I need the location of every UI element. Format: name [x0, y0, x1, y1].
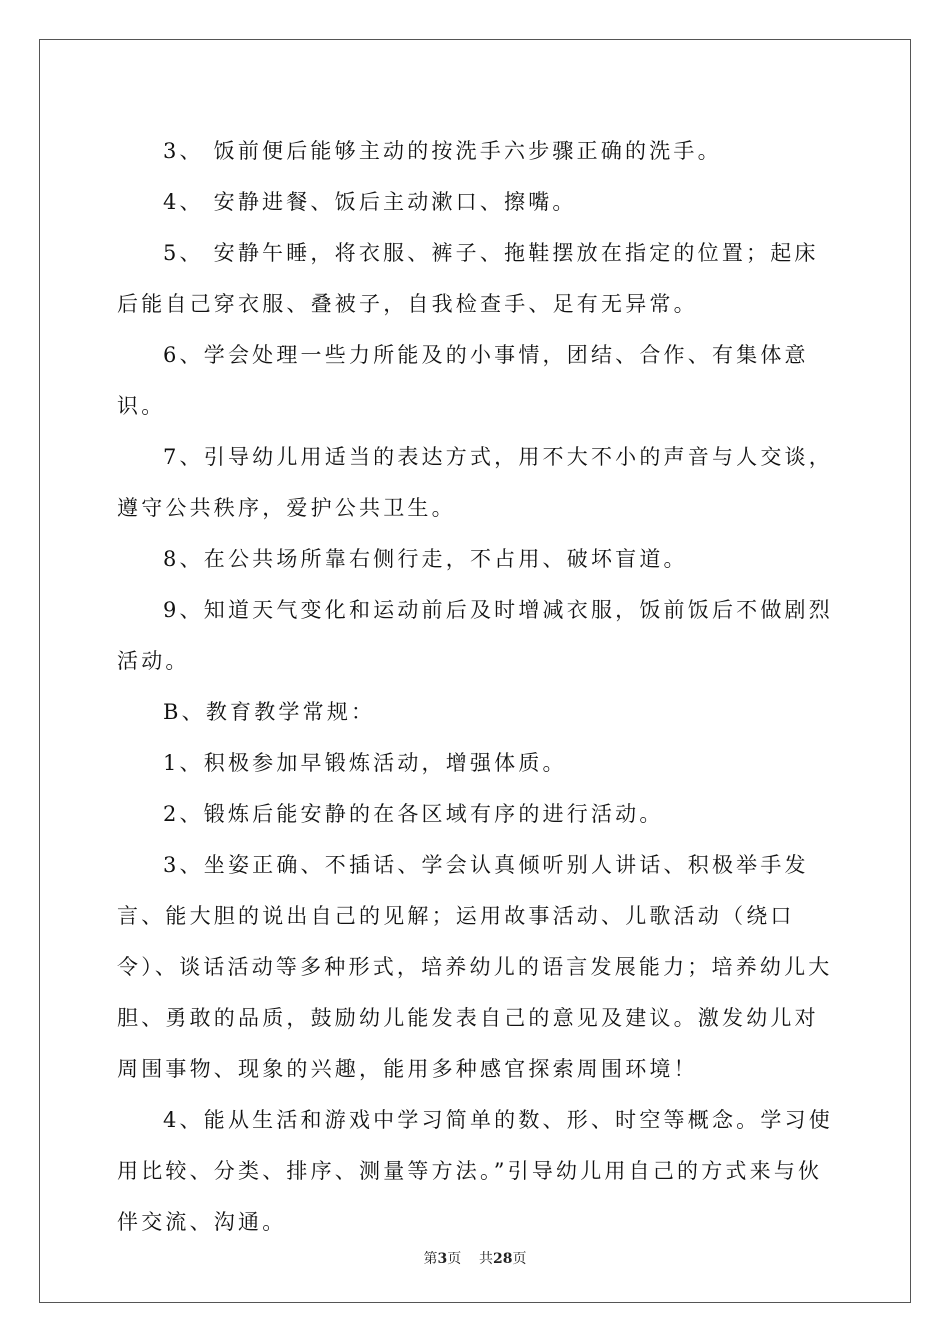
- total-pages: 28: [493, 1251, 513, 1267]
- paragraph-5-napping: 5、 安静午睡，将衣服、裤子、拖鞋摆放在指定的位置；起床后能自己穿衣服、叠被子，自我检查手、足有无异常。: [117, 241, 819, 316]
- paragraph-9-weather: 9、知道天气变化和运动前后及时增减衣服，饭前饭后不做剧烈活动。: [117, 598, 833, 673]
- paragraph-6-small-tasks: 6、学会处理一些力所能及的小事情，团结、合作、有集体意识。: [117, 343, 809, 418]
- total-suffix: 页: [512, 1251, 527, 1267]
- paragraph-4-eating: 4、 安静进餐、饭后主动漱口、擦嘴。: [163, 190, 577, 214]
- page-number: 3: [437, 1251, 448, 1267]
- document-body: [117, 126, 837, 1248]
- page-footer: [0, 1248, 950, 1268]
- paragraph-8-public-places: 8、在公共场所靠右侧行走，不占用、破坏盲道。: [163, 547, 688, 571]
- section-heading-b: B、教育教学常规：: [163, 700, 376, 724]
- paragraph-3-handwashing: 3、 饭前便后能够主动的按洗手六步骤正确的洗手。: [163, 139, 722, 163]
- total-prefix: 共: [479, 1251, 494, 1267]
- paragraph-b2-activities: 2、锻炼后能安静的在各区域有序的进行活动。: [163, 802, 664, 826]
- paragraph-b3-language: 3、坐姿正确、不插话、学会认真倾听别人讲话、积极举手发言、能大胆的说出自己的见解；运用故事活动、儿歌活动（绕口令）、谈话活动等多种形式，培养幼儿的语言发展能力；培养幼儿大胆、勇敢的品质，鼓励幼儿能发表自己的意见及建议。激发幼儿对周围事物、现象的兴趣，能用多种感官探索周围环境！: [117, 853, 833, 1081]
- paragraph-b4-math-concepts: 4、能从生活和游戏中学习简单的数、形、时空等概念。学习使用比较、分类、排序、测量等方法。”引导幼儿用自己的方式来与伙伴交流、沟通。: [117, 1108, 833, 1234]
- page-suffix: 页: [447, 1251, 462, 1267]
- paragraph-b1-exercise: 1、积极参加早锻炼活动，增强体质。: [163, 751, 567, 775]
- page-prefix: 第: [423, 1251, 438, 1267]
- paragraph-7-expression: 7、引导幼儿用适当的表达方式，用不大不小的声音与人交谈，遵守公共秩序，爱护公共卫生。: [117, 445, 833, 520]
